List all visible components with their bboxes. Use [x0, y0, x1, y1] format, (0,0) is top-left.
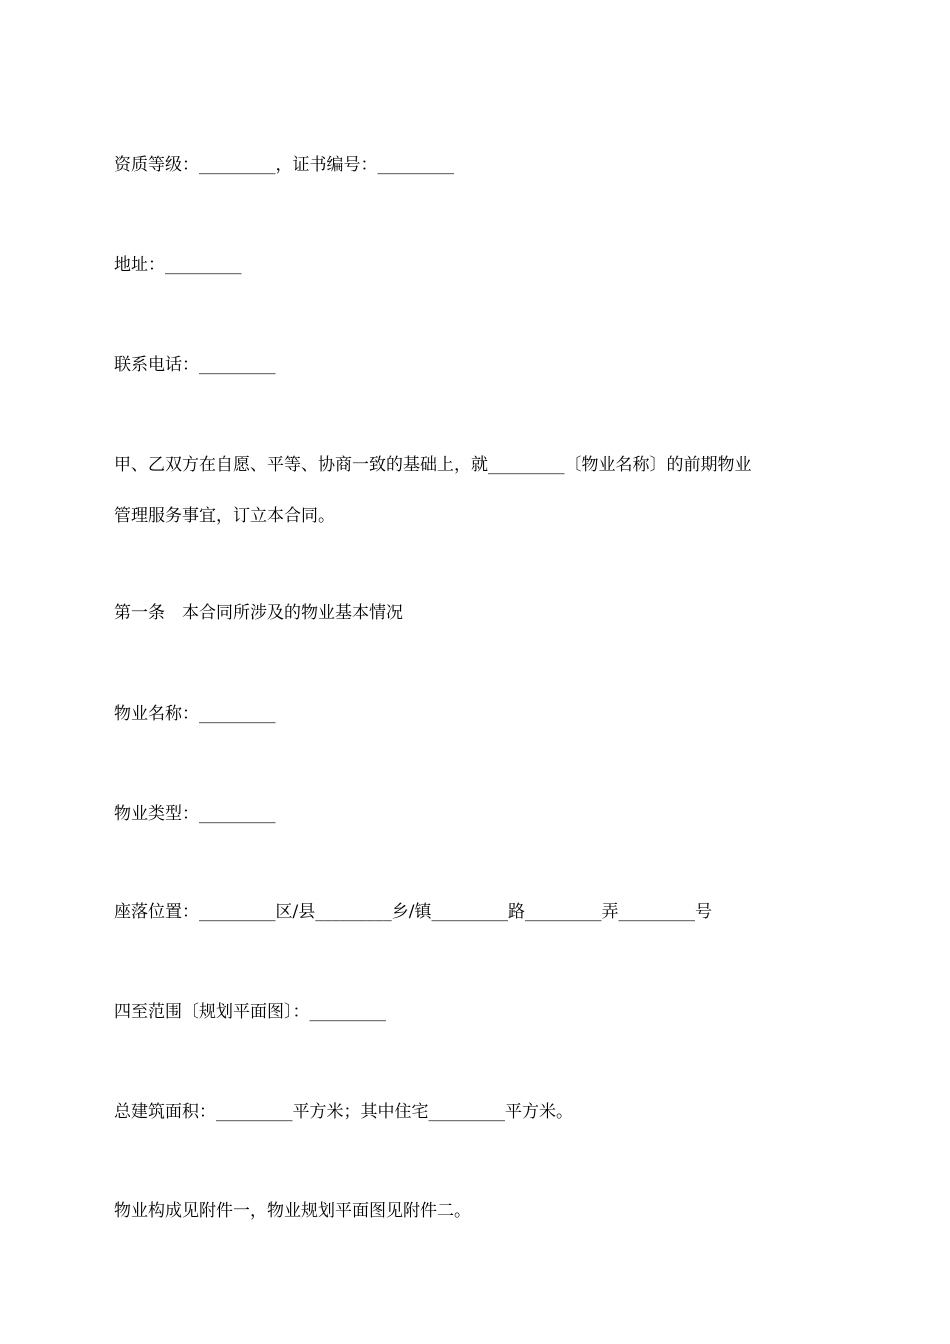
agreement-intro-line-1: 甲、乙双方在自愿、平等、协商一致的基础上，就_________〔物业名称〕的前期物业 [114, 455, 752, 475]
agreement-intro-line-2: 管理服务事宜，订立本合同。 [114, 506, 335, 526]
location-line: 座落位置：_________区/县_________乡/镇_________路_________弄_________号 [114, 902, 712, 922]
address-line: 地址：_________ [114, 255, 242, 275]
property-type-line: 物业类型：_________ [114, 804, 276, 824]
property-name-line: 物业名称：_________ [114, 704, 276, 724]
boundary-line: 四至范围〔规划平面图〕：_________ [114, 1002, 386, 1022]
property-composition-line: 物业构成见附件一，物业规划平面图见附件二。 [114, 1201, 471, 1221]
total-area-line: 总建筑面积：_________平方米；其中住宅_________平方米。 [114, 1102, 573, 1122]
qualification-level-line: 资质等级：_________，证书编号：_________ [114, 155, 454, 175]
article-one-heading: 第一条 本合同所涉及的物业基本情况 [114, 603, 403, 623]
phone-line: 联系电话：_________ [114, 355, 276, 375]
